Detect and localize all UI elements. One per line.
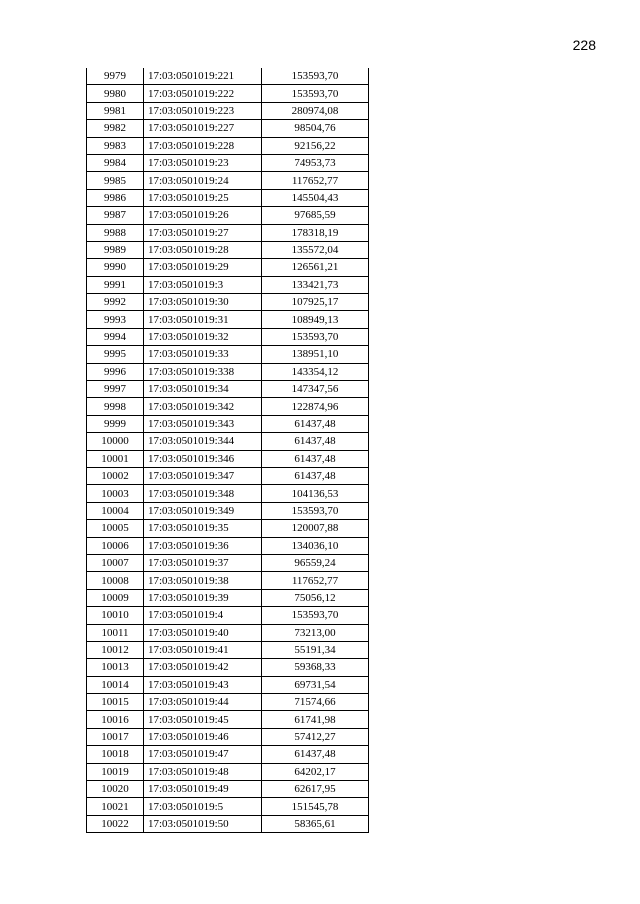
row-number-cell: 10016 (87, 711, 144, 728)
row-number-cell: 10020 (87, 781, 144, 798)
cadastral-value-cell: 153593,70 (262, 502, 369, 519)
cadastral-value-cell: 134036,10 (262, 537, 369, 554)
cadastral-number-cell: 17:03:0501019:32 (144, 328, 262, 345)
row-number-cell: 9980 (87, 85, 144, 102)
cadastral-value-cell: 74953,73 (262, 154, 369, 171)
cadastral-number-cell: 17:03:0501019:4 (144, 607, 262, 624)
cadastral-number-cell: 17:03:0501019:34 (144, 381, 262, 398)
cadastral-number-cell: 17:03:0501019:222 (144, 85, 262, 102)
row-number-cell: 9982 (87, 120, 144, 137)
table-row (87, 624, 369, 641)
row-number-cell: 9994 (87, 328, 144, 345)
table-row (87, 728, 369, 745)
cadastral-value-cell: 61437,48 (262, 746, 369, 763)
cadastral-number-cell: 17:03:0501019:29 (144, 259, 262, 276)
row-number-cell: 10012 (87, 641, 144, 658)
cadastral-value-cell: 97685,59 (262, 207, 369, 224)
cadastral-number-cell: 17:03:0501019:48 (144, 763, 262, 780)
table-row (87, 520, 369, 537)
table-body (87, 68, 369, 833)
table-row (87, 502, 369, 519)
cadastral-value-cell: 126561,21 (262, 259, 369, 276)
row-number-cell: 9997 (87, 381, 144, 398)
cadastral-number-cell: 17:03:0501019:28 (144, 241, 262, 258)
table-row (87, 798, 369, 815)
cadastral-number-cell: 17:03:0501019:26 (144, 207, 262, 224)
row-number-cell: 10006 (87, 537, 144, 554)
cadastral-value-cell: 107925,17 (262, 294, 369, 311)
table-row (87, 241, 369, 258)
row-number-cell: 10019 (87, 763, 144, 780)
table-row (87, 763, 369, 780)
table-row (87, 85, 369, 102)
cadastral-number-cell: 17:03:0501019:228 (144, 137, 262, 154)
cadastral-value-cell: 61437,48 (262, 467, 369, 484)
cadastral-value-cell: 108949,13 (262, 311, 369, 328)
cadastral-number-cell: 17:03:0501019:47 (144, 746, 262, 763)
row-number-cell: 9981 (87, 102, 144, 119)
row-number-cell: 9988 (87, 224, 144, 241)
table-row (87, 450, 369, 467)
cadastral-number-cell: 17:03:0501019:24 (144, 172, 262, 189)
row-number-cell: 10010 (87, 607, 144, 624)
table-row (87, 398, 369, 415)
row-number-cell: 10011 (87, 624, 144, 641)
cadastral-number-cell: 17:03:0501019:30 (144, 294, 262, 311)
cadastral-value-cell: 69731,54 (262, 676, 369, 693)
row-number-cell: 10003 (87, 485, 144, 502)
cadastral-value-cell: 153593,70 (262, 68, 369, 85)
cadastral-number-cell: 17:03:0501019:50 (144, 815, 262, 832)
row-number-cell: 10018 (87, 746, 144, 763)
row-number-cell: 9983 (87, 137, 144, 154)
cadastral-number-cell: 17:03:0501019:221 (144, 68, 262, 85)
table-row (87, 746, 369, 763)
cadastral-number-cell: 17:03:0501019:43 (144, 676, 262, 693)
row-number-cell: 10008 (87, 572, 144, 589)
cadastral-number-cell: 17:03:0501019:227 (144, 120, 262, 137)
row-number-cell: 9999 (87, 415, 144, 432)
table-row (87, 589, 369, 606)
table-row (87, 259, 369, 276)
table-row (87, 224, 369, 241)
cadastral-value-cell: 104136,53 (262, 485, 369, 502)
table-row (87, 537, 369, 554)
table-row (87, 467, 369, 484)
table-row (87, 485, 369, 502)
row-number-cell: 10009 (87, 589, 144, 606)
row-number-cell: 9998 (87, 398, 144, 415)
table-row (87, 781, 369, 798)
row-number-cell: 9991 (87, 276, 144, 293)
cadastral-number-cell: 17:03:0501019:41 (144, 641, 262, 658)
cadastral-number-cell: 17:03:0501019:23 (144, 154, 262, 171)
cadastral-number-cell: 17:03:0501019:37 (144, 554, 262, 571)
row-number-cell: 9985 (87, 172, 144, 189)
cadastral-value-cell: 147347,56 (262, 381, 369, 398)
cadastral-number-cell: 17:03:0501019:346 (144, 450, 262, 467)
cadastral-number-cell: 17:03:0501019:44 (144, 694, 262, 711)
table-row (87, 68, 369, 85)
cadastral-number-cell: 17:03:0501019:342 (144, 398, 262, 415)
cadastral-number-cell: 17:03:0501019:42 (144, 659, 262, 676)
cadastral-value-cell: 153593,70 (262, 328, 369, 345)
cadastral-value-cell: 58365,61 (262, 815, 369, 832)
cadastral-number-cell: 17:03:0501019:46 (144, 728, 262, 745)
cadastral-value-cell: 55191,34 (262, 641, 369, 658)
table-row (87, 311, 369, 328)
cadastral-number-cell: 17:03:0501019:31 (144, 311, 262, 328)
cadastral-value-cell: 143354,12 (262, 363, 369, 380)
row-number-cell: 10004 (87, 502, 144, 519)
cadastral-value-cell: 59368,33 (262, 659, 369, 676)
cadastral-value-cell: 57412,27 (262, 728, 369, 745)
row-number-cell: 10017 (87, 728, 144, 745)
cadastral-value-cell: 75056,12 (262, 589, 369, 606)
cadastral-number-cell: 17:03:0501019:39 (144, 589, 262, 606)
table-row (87, 276, 369, 293)
row-number-cell: 10002 (87, 467, 144, 484)
cadastral-number-cell: 17:03:0501019:27 (144, 224, 262, 241)
page-number: 228 (572, 37, 596, 53)
cadastral-value-cell: 120007,88 (262, 520, 369, 537)
row-number-cell: 9995 (87, 346, 144, 363)
row-number-cell: 10021 (87, 798, 144, 815)
cadastral-value-cell: 71574,66 (262, 694, 369, 711)
row-number-cell: 10005 (87, 520, 144, 537)
row-number-cell: 9996 (87, 363, 144, 380)
cadastral-value-cell: 133421,73 (262, 276, 369, 293)
row-number-cell: 10015 (87, 694, 144, 711)
table-row (87, 328, 369, 345)
table-row (87, 137, 369, 154)
table-row (87, 572, 369, 589)
row-number-cell: 9987 (87, 207, 144, 224)
cadastral-value-cell: 153593,70 (262, 607, 369, 624)
row-number-cell: 9979 (87, 68, 144, 85)
table-row (87, 381, 369, 398)
cadastral-value-cell: 117652,77 (262, 572, 369, 589)
row-number-cell: 10000 (87, 433, 144, 450)
cadastral-value-cell: 122874,96 (262, 398, 369, 415)
row-number-cell: 9990 (87, 259, 144, 276)
cadastral-number-cell: 17:03:0501019:343 (144, 415, 262, 432)
cadastral-number-cell: 17:03:0501019:38 (144, 572, 262, 589)
cadastral-value-cell: 61437,48 (262, 415, 369, 432)
row-number-cell: 10022 (87, 815, 144, 832)
cadastral-value-cell: 62617,95 (262, 781, 369, 798)
row-number-cell: 9992 (87, 294, 144, 311)
cadastral-number-cell: 17:03:0501019:344 (144, 433, 262, 450)
cadastral-number-cell: 17:03:0501019:40 (144, 624, 262, 641)
table-row (87, 676, 369, 693)
cadastral-value-cell: 138951,10 (262, 346, 369, 363)
table-row (87, 554, 369, 571)
cadastral-value-cell: 280974,08 (262, 102, 369, 119)
table-row (87, 120, 369, 137)
table-row (87, 415, 369, 432)
table-row (87, 607, 369, 624)
cadastral-number-cell: 17:03:0501019:5 (144, 798, 262, 815)
cadastral-value-cell: 117652,77 (262, 172, 369, 189)
cadastral-value-cell: 153593,70 (262, 85, 369, 102)
cadastral-value-cell: 61437,48 (262, 450, 369, 467)
cadastral-value-cell: 151545,78 (262, 798, 369, 815)
cadastral-number-cell: 17:03:0501019:348 (144, 485, 262, 502)
cadastral-number-cell: 17:03:0501019:49 (144, 781, 262, 798)
row-number-cell: 10013 (87, 659, 144, 676)
cadastral-value-cell: 135572,04 (262, 241, 369, 258)
cadastral-number-cell: 17:03:0501019:347 (144, 467, 262, 484)
table-row (87, 189, 369, 206)
row-number-cell: 9986 (87, 189, 144, 206)
row-number-cell: 10014 (87, 676, 144, 693)
cadastral-number-cell: 17:03:0501019:45 (144, 711, 262, 728)
cadastral-number-cell: 17:03:0501019:3 (144, 276, 262, 293)
cadastral-value-cell: 73213,00 (262, 624, 369, 641)
cadastral-value-cell: 178318,19 (262, 224, 369, 241)
cadastral-number-cell: 17:03:0501019:349 (144, 502, 262, 519)
row-number-cell: 9993 (87, 311, 144, 328)
cadastral-number-cell: 17:03:0501019:25 (144, 189, 262, 206)
cadastral-value-table (86, 68, 369, 833)
cadastral-value-cell: 92156,22 (262, 137, 369, 154)
table-row (87, 294, 369, 311)
cadastral-value-cell: 61437,48 (262, 433, 369, 450)
cadastral-number-cell: 17:03:0501019:35 (144, 520, 262, 537)
row-number-cell: 9989 (87, 241, 144, 258)
row-number-cell: 9984 (87, 154, 144, 171)
table-row (87, 102, 369, 119)
row-number-cell: 10007 (87, 554, 144, 571)
cadastral-value-cell: 64202,17 (262, 763, 369, 780)
table-row (87, 207, 369, 224)
table-row (87, 659, 369, 676)
table-row (87, 154, 369, 171)
table-row (87, 711, 369, 728)
table-row (87, 172, 369, 189)
table-row (87, 433, 369, 450)
cadastral-value-cell: 145504,43 (262, 189, 369, 206)
table-row (87, 346, 369, 363)
cadastral-number-cell: 17:03:0501019:36 (144, 537, 262, 554)
table-row (87, 641, 369, 658)
cadastral-number-cell: 17:03:0501019:223 (144, 102, 262, 119)
table-row (87, 815, 369, 832)
cadastral-number-cell: 17:03:0501019:33 (144, 346, 262, 363)
cadastral-value-cell: 98504,76 (262, 120, 369, 137)
cadastral-value-cell: 61741,98 (262, 711, 369, 728)
row-number-cell: 10001 (87, 450, 144, 467)
cadastral-value-cell: 96559,24 (262, 554, 369, 571)
table-row (87, 363, 369, 380)
cadastral-number-cell: 17:03:0501019:338 (144, 363, 262, 380)
table-row (87, 694, 369, 711)
